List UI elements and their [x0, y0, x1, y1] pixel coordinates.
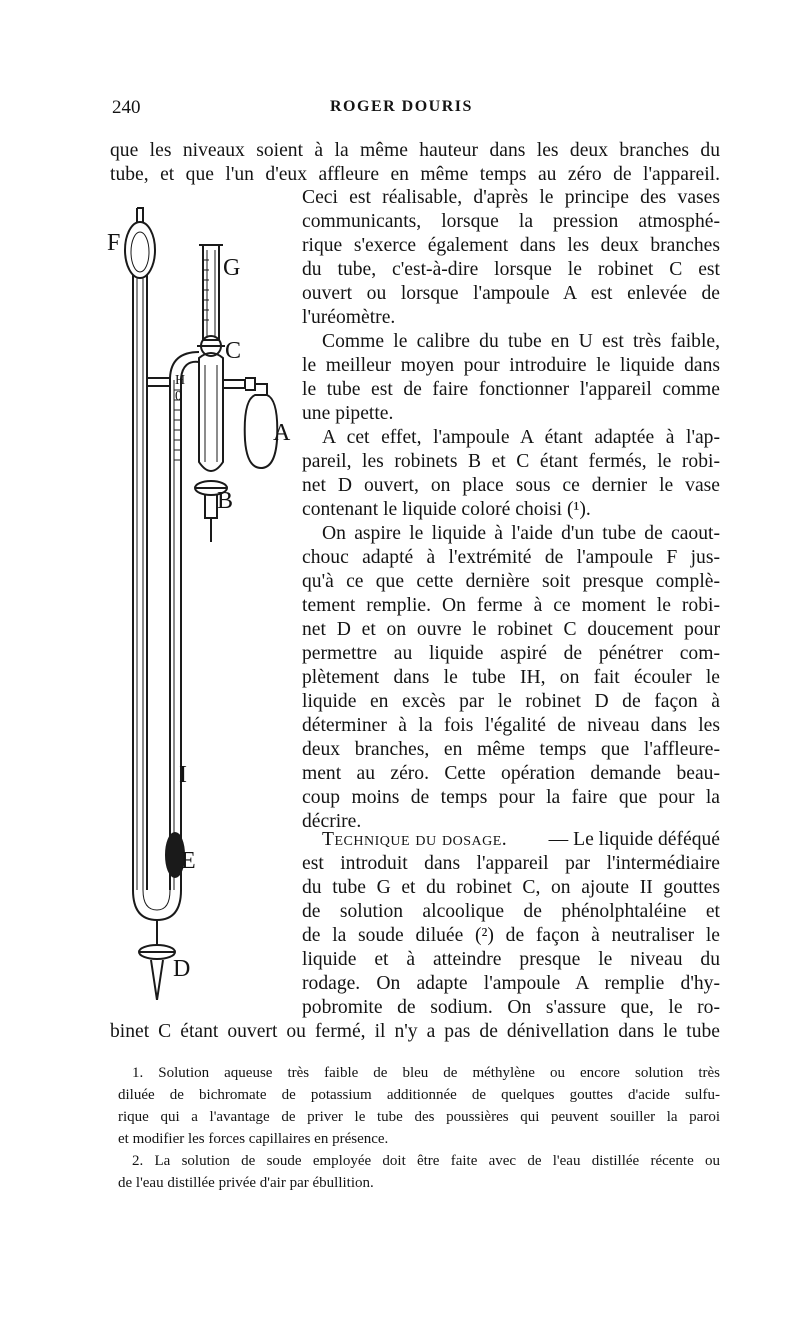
text-line: qu'à ce que cette dernière soit presque complè-: [302, 571, 720, 592]
footnote-line: 2. La solution de soude employée doit être faite avec de l'eau distillée récente ou: [132, 1153, 720, 1169]
text-line: tement remplie. On ferme à ce moment le robi-: [302, 595, 720, 616]
text-line: binet C étant ouvert ou fermé, il n'y a pas de dénivellation dans le tube: [110, 1021, 720, 1042]
figure-label-zero: 0: [175, 389, 182, 404]
figure-label-c: C: [225, 338, 242, 364]
text-line: l'uréomètre.: [302, 307, 396, 328]
running-head: ROGER DOURIS: [330, 98, 473, 115]
text-line: le tube est de faire fonctionner l'appareil comme: [302, 379, 720, 400]
text-line: rodage. On adapte l'ampoule A remplie d'hy-: [302, 973, 720, 994]
text-line: Ceci est réalisable, d'après le principe des vases: [302, 187, 720, 208]
figure-label-g: G: [223, 255, 241, 281]
text-line: — Le liquide déféqué: [548, 829, 720, 850]
text-line: coup moins de temps pour la faire que pour la: [302, 787, 720, 808]
ureometer-figure: [95, 200, 300, 1000]
text-line: est introduit dans l'appareil par l'intermédiaire: [302, 853, 720, 874]
footnote-line: et modifier les forces capillaires en présence.: [118, 1131, 389, 1147]
text-line: une pipette.: [302, 403, 394, 424]
page-header: [0, 97, 800, 125]
section-heading: Technique du dosage.: [322, 829, 508, 850]
text-line: du tube, c'est-à-dire lorsque le robinet C est: [302, 259, 720, 280]
figure-label-h: H: [175, 373, 186, 388]
text-line: plètement dans le tube IH, on fait écouler le: [302, 667, 720, 688]
footnote-line: 1. Solution aqueuse très faible de bleu de méthylène ou encore solution très: [132, 1065, 720, 1081]
section-heading-line: [322, 828, 720, 852]
text-line: permettre au liquide aspiré de pénétrer com-: [302, 643, 720, 664]
text-line: On aspire le liquide à l'aide d'un tube de caout-: [322, 523, 720, 544]
figure-label-d: D: [173, 956, 191, 982]
text-line: tube, et que l'un d'eux affleure en même temps au zéro de l'appareil.: [110, 164, 720, 185]
text-line: ment au zéro. Cette opération demande beau-: [302, 763, 720, 784]
text-line: contenant le liquide coloré choisi (¹).: [302, 499, 591, 520]
text-line: que les niveaux soient à la même hauteur dans les deux branches du: [110, 140, 720, 161]
footnote-line: diluée de bichromate de potassium additionnée de quelques gouttes d'acide sulfu-: [118, 1087, 720, 1103]
text-line: net D ouvert, on place sous ce dernier le vase: [302, 475, 720, 496]
ureometer-drawing: [95, 200, 300, 1000]
text-line: du tube G et du robinet C, on ajoute II gouttes: [302, 877, 720, 898]
text-line: A cet effet, l'ampoule A étant adaptée à l'ap-: [322, 427, 720, 448]
figure-label-i: I: [179, 762, 187, 788]
page-number: 240: [112, 97, 141, 118]
text-line: liquide et à atteindre presque le niveau du: [302, 949, 720, 970]
text-line: chouc adapté à l'extrémité de l'ampoule F jus-: [302, 547, 720, 568]
text-line: liquide en excès par le robinet D de façon à: [302, 691, 720, 712]
figure-label-a: A: [273, 420, 291, 446]
footnote-line: rique qui a l'avantage de priver le tube des poussières qui peuvent souiller la paroi: [118, 1109, 720, 1125]
text-line: deux branches, en même temps que l'affleure-: [302, 739, 720, 760]
text-line: communicants, lorsque la pression atmosphé-: [302, 211, 720, 232]
footnote-line: de l'eau distillée privée d'air par ébullition.: [118, 1175, 374, 1191]
text-line: ouvert ou lorsque l'ampoule A est enlevée de: [302, 283, 720, 304]
text-line: de solution alcoolique de phénolphtaléine et: [302, 901, 720, 922]
text-line: décrire.: [302, 811, 362, 832]
figure-label-b: B: [217, 488, 234, 514]
figure-label-f: F: [107, 230, 121, 256]
text-line: Comme le calibre du tube en U est très faible,: [322, 331, 720, 352]
figure-label-e: E: [181, 848, 196, 874]
text-line: rique s'exerce également dans les deux branches: [302, 235, 720, 256]
text-line: de la soude diluée (²) de façon à neutraliser le: [302, 925, 720, 946]
text-line: déterminer à la fois l'égalité de niveau dans les: [302, 715, 720, 736]
text-line: net D et on ouvre le robinet C doucement pour: [302, 619, 720, 640]
text-line: le meilleur moyen pour introduire le liquide dans: [302, 355, 720, 376]
text-line: pobromite de sodium. On s'assure que, le ro-: [302, 997, 720, 1018]
text-line: pareil, les robinets B et C étant fermés, le robi-: [302, 451, 720, 472]
